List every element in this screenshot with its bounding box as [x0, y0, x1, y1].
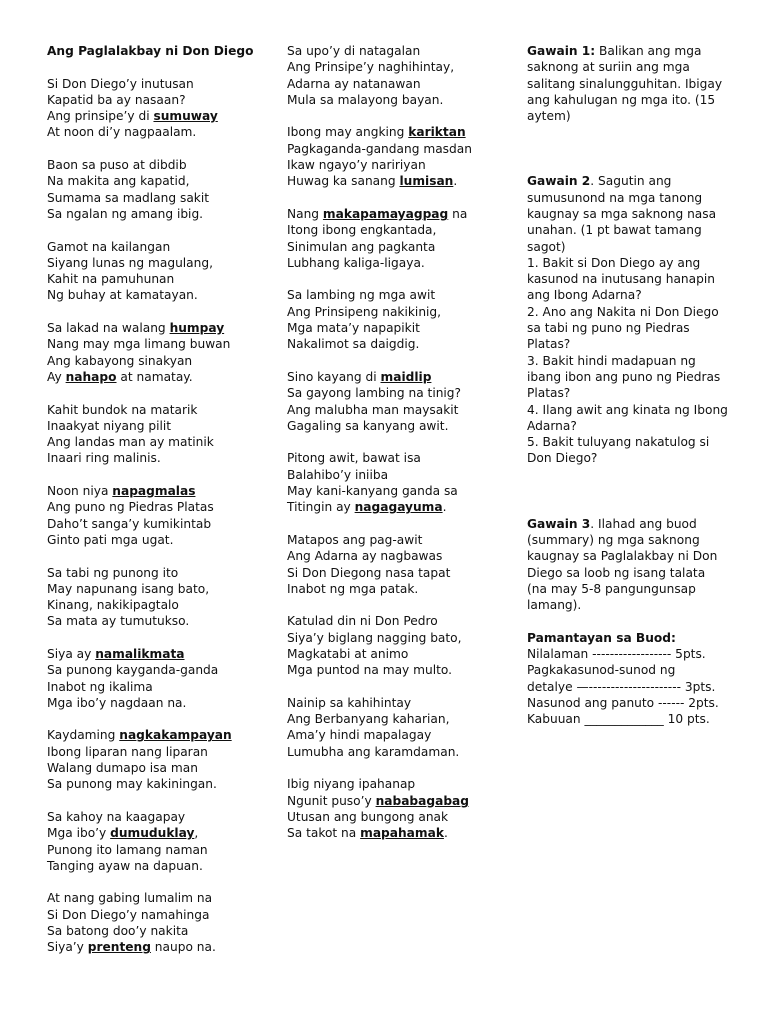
poem-text: .	[443, 826, 448, 841]
activity-line	[527, 287, 727, 303]
poem-text: Daho’t sanga’y kumikintab	[47, 516, 212, 531]
poem-stanza	[47, 76, 272, 141]
poem-text: Tanging ayaw na dapuan.	[47, 858, 203, 873]
poem-line	[47, 809, 272, 825]
poem-text: Inaakyat niyang pilit	[47, 418, 172, 433]
activity-text: Don Diego?	[527, 451, 598, 466]
activity-text: (summary) ng mga saknong	[527, 532, 700, 547]
poem-text: Sinimulan ang pagkanta	[287, 239, 436, 254]
poem-stanza	[287, 124, 512, 189]
poem-text: .	[442, 500, 447, 515]
poem-text: .	[453, 174, 458, 189]
poem-text: Sa ngalan ng amang ibig.	[47, 206, 204, 221]
activity-line	[527, 434, 727, 450]
activity-line	[527, 581, 727, 597]
poem-line	[47, 565, 272, 581]
poem-text: Sa lambing ng mga awit	[287, 288, 436, 303]
activity-text: Platas?	[527, 337, 571, 352]
vocabulary-word: prenteng	[87, 940, 151, 955]
poem-text: Sa punong kayganda-ganda	[47, 663, 219, 678]
rubric-line: Kabuuan _____________ 10 pts.	[527, 712, 710, 727]
vocabulary-word: mapahamak	[360, 826, 444, 841]
poem-line	[47, 695, 272, 711]
activity-text: . Ilahad ang buod	[590, 516, 697, 531]
activity-text: sa tabi ng puno ng Piedras	[527, 321, 690, 336]
gawain-1	[527, 43, 727, 124]
poem-line	[47, 727, 272, 743]
activity-text: unahan. (1 pt bawat tamang	[527, 223, 702, 238]
vocabulary-word: nagkakampayan	[119, 728, 232, 743]
poem-text: Mga ibo’y nagdaan na.	[47, 695, 187, 710]
poem-text: Ginto pati mga ugat.	[47, 532, 174, 547]
poem-text: Ang landas man ay matinik	[47, 435, 214, 450]
vocabulary-word: namalikmata	[95, 646, 185, 661]
poem-line	[47, 92, 272, 108]
activity-text: salitang sinalungguhitan. Ibigay	[527, 76, 723, 91]
poem-text: Sa mata ay tumutukso.	[47, 614, 190, 629]
poem-line	[47, 108, 272, 124]
poem-stanza	[47, 565, 272, 630]
poem-text: Gamot na kailangan	[47, 239, 171, 254]
vocabulary-word: nababagabag	[375, 793, 469, 808]
activity-line	[527, 320, 727, 336]
vocabulary-word: napagmalas	[112, 484, 196, 499]
poem-text: Sa upo’y di natagalan	[287, 44, 421, 58]
poem-text: Ikaw ngayo’y naririyan	[287, 158, 426, 173]
poem-line	[47, 157, 272, 173]
poem-text: Magkatabi at animo	[287, 646, 409, 661]
poem-text: Sa punong may kakiningan.	[47, 777, 217, 792]
gawain-3	[527, 516, 727, 614]
poem-line	[47, 760, 272, 776]
vocabulary-word: maidlip	[380, 369, 432, 384]
poem-text: Inaari ring malinis.	[47, 451, 161, 466]
activity-text: 5. Bakit tuluyang nakatulog si	[527, 435, 710, 450]
poem-line	[47, 532, 272, 548]
poem-line	[47, 483, 272, 499]
activity-line	[527, 43, 727, 59]
poem-text: Inabot ng mga patak.	[287, 581, 419, 596]
activity-line	[527, 565, 727, 581]
vocabulary-word: nahapo	[65, 369, 117, 384]
activity-text: Platas?	[527, 386, 571, 401]
rubric	[527, 630, 727, 728]
poem-line	[287, 336, 512, 352]
activity-text: kasunod na inutusang hanapin	[527, 272, 715, 287]
poem-line	[287, 304, 512, 320]
poem-text: Siyang lunas ng magulang,	[47, 255, 213, 270]
poem-line	[287, 402, 512, 418]
poem-line	[47, 597, 272, 613]
poem-line	[287, 59, 512, 75]
poem-text: Inabot ng ikalima	[47, 679, 153, 694]
poem-line	[47, 353, 272, 369]
poem-text: Siya’y biglang nagging bato,	[287, 630, 462, 645]
poem-line	[47, 271, 272, 287]
poem-line	[287, 92, 512, 108]
poem-stanza	[287, 43, 512, 108]
vocabulary-word: dumuduklay	[110, 826, 195, 841]
activity-text: Balikan ang mga	[595, 44, 702, 58]
vocabulary-word: lumisan	[399, 174, 454, 189]
poem-stanza	[287, 206, 512, 271]
poem-line	[47, 679, 272, 695]
poem-stanza	[287, 287, 512, 352]
activity-text: Adarna?	[527, 418, 577, 433]
rubric-line: Nilalaman ------------------ 5pts.	[527, 646, 706, 661]
poem-text: Balahibo’y iniiba	[287, 467, 389, 482]
poem-line	[287, 646, 512, 662]
poem-stanza	[47, 890, 272, 955]
poem-text: Matapos ang pag-awit	[287, 532, 423, 547]
poem-stanza	[47, 157, 272, 222]
poem-line	[47, 418, 272, 434]
poem-text: Si Don Diego’y namahinga	[47, 907, 210, 922]
poem-text: Ang puno ng Piedras Platas	[47, 500, 214, 515]
poem-text: Pagkaganda-gandang masdan	[287, 141, 472, 156]
activity-line	[527, 271, 727, 287]
activity-label: Gawain 3	[527, 516, 591, 531]
poem-text: Gagaling sa kanyang awit.	[287, 418, 449, 433]
poem-stanza	[47, 646, 272, 711]
activity-line	[527, 108, 727, 124]
poem-line	[287, 385, 512, 401]
poem-line	[287, 255, 512, 271]
poem-text: Huwag ka sanang	[287, 174, 400, 189]
poem-title-block	[47, 43, 272, 59]
poem-stanza	[47, 809, 272, 874]
poem-text: Sumama sa madlang sakit	[47, 190, 210, 205]
activity-text: saknong at suriin ang mga	[527, 60, 690, 75]
poem-text: at namatay.	[116, 369, 193, 384]
activity-line	[527, 418, 727, 434]
poem-line	[47, 858, 272, 874]
poem-text: At noon di’y nagpaalam.	[47, 125, 197, 140]
poem-text: Baon sa puso at dibdib	[47, 158, 187, 173]
poem-text: Ay	[47, 369, 66, 384]
poem-line	[287, 776, 512, 792]
rubric-heading: Pamantayan sa Buod:	[527, 630, 676, 645]
poem-text: na	[448, 206, 468, 221]
activities-column	[527, 43, 727, 744]
poem-line	[287, 222, 512, 238]
poem-text: Ibig niyang ipahanap	[287, 777, 416, 792]
poem-line	[47, 825, 272, 841]
poem-line	[287, 124, 512, 140]
activity-text: 4. Ilang awit ang kinata ng Ibong	[527, 402, 728, 417]
activity-text: kaugnay sa Paglalakbay ni Don	[527, 549, 718, 564]
activity-line	[527, 450, 727, 466]
activity-text: kaugnay sa mga saknong nasa	[527, 206, 717, 221]
activity-text: 2. Ano ang Nakita ni Don Diego	[527, 304, 719, 319]
poem-line	[47, 76, 272, 92]
poem-text: At nang gabing lumalim na	[47, 891, 213, 906]
poem-text: Kahit bundok na matarik	[47, 402, 198, 417]
poem-line	[47, 744, 272, 760]
poem-line	[47, 173, 272, 189]
activity-text: sagot)	[527, 239, 566, 254]
poem-text: Noon niya	[47, 484, 113, 499]
poem-text: Ang prinsipe’y di	[47, 109, 154, 124]
poem-line	[287, 809, 512, 825]
poem-line	[47, 450, 272, 466]
rubric-line: detalye —--------------------- 3pts.	[527, 679, 716, 694]
rubric-line: Pagkakasunod-sunod ng	[527, 663, 676, 678]
poem-line	[287, 613, 512, 629]
poem-text: Titingin ay	[287, 500, 355, 515]
poem-stanza	[47, 320, 272, 385]
poem-line	[287, 287, 512, 303]
poem-text: Mga mata’y napapikit	[287, 321, 420, 336]
poem-text: May kani-kanyang ganda sa	[287, 484, 458, 499]
poem-stanza	[47, 727, 272, 792]
poem-line	[47, 336, 272, 352]
activity-line	[527, 336, 727, 352]
activity-text: 3. Bakit hindi madapuan ng	[527, 353, 696, 368]
poem-stanza	[47, 483, 272, 548]
poem-text: Kinang, nakikipagtalo	[47, 598, 179, 613]
activity-line	[527, 353, 727, 369]
poem-text: Nang	[287, 206, 323, 221]
poem-line	[287, 499, 512, 515]
rubric-line: Nasunod ang panuto ------ 2pts.	[527, 695, 719, 710]
poem-stanza	[287, 532, 512, 597]
poem-text: Sa lakad na walang	[47, 321, 170, 336]
poem-text: Lumubha ang karamdaman.	[287, 744, 460, 759]
poem-text: Si Don Diegong nasa tapat	[287, 565, 451, 580]
poem-line	[287, 141, 512, 157]
poem-text: Mga puntod na may multo.	[287, 663, 452, 678]
poem-text: ,	[194, 826, 199, 841]
poem-line	[47, 776, 272, 792]
poem-text: Pitong awit, bawat isa	[287, 451, 421, 466]
poem-line	[287, 581, 512, 597]
poem-line	[47, 581, 272, 597]
activity-text: aytem)	[527, 109, 571, 124]
activity-text: Diego sa loob ng isang talata	[527, 565, 706, 580]
poem-stanza	[287, 450, 512, 515]
activity-line	[527, 597, 727, 613]
poem-text: Ang kabayong sinakyan	[47, 353, 193, 368]
poem-text: Itong ibong engkantada,	[287, 223, 437, 238]
poem-line	[47, 662, 272, 678]
poem-text: May napunang isang bato,	[47, 581, 210, 596]
poem-line	[47, 890, 272, 906]
poem-line	[287, 467, 512, 483]
poem-text: Adarna ay natanawan	[287, 76, 421, 91]
activity-line	[527, 76, 727, 92]
activity-label: Gawain 1:	[527, 44, 596, 58]
activity-line	[527, 173, 727, 189]
poem-text: Nang may mga limang buwan	[47, 337, 231, 352]
poem-line	[47, 255, 272, 271]
poem-line	[287, 565, 512, 581]
poem-line	[287, 711, 512, 727]
poem-text: Ibong may angking	[287, 125, 409, 140]
activity-line	[527, 59, 727, 75]
poem-line	[287, 418, 512, 434]
poem-text: Kahit na pamuhunan	[47, 272, 175, 287]
activity-line	[527, 548, 727, 564]
poem-line	[287, 532, 512, 548]
poem-line	[47, 923, 272, 939]
poem-text: Kaydaming	[47, 728, 120, 743]
poem-column-left	[47, 43, 272, 956]
poem-text: Nainip sa kahihintay	[287, 695, 412, 710]
poem-text: Lubhang kaliga-ligaya.	[287, 255, 425, 270]
poem-text: Ibong liparan nang liparan	[47, 744, 208, 759]
activity-text: 1. Bakit si Don Diego ay ang	[527, 255, 701, 270]
poem-line	[47, 613, 272, 629]
poem-line	[47, 499, 272, 515]
poem-line	[47, 646, 272, 662]
activity-line	[527, 532, 727, 548]
activity-text: lamang).	[527, 598, 582, 613]
poem-text: Sino kayang di	[287, 369, 381, 384]
poem-text: Kapatid ba ay nasaan?	[47, 92, 186, 107]
poem-stanza	[287, 776, 512, 841]
poem-line	[47, 516, 272, 532]
poem-stanza	[287, 369, 512, 434]
poem-line	[287, 450, 512, 466]
activity-line	[527, 402, 727, 418]
poem-text: Ang Berbanyang kaharian,	[287, 712, 450, 727]
poem-text: Sa takot na	[287, 826, 361, 841]
poem-text: Sa batong doo’y nakita	[47, 924, 189, 939]
poem-text: Sa gayong lambing na tinig?	[287, 386, 462, 401]
poem-text: Ang Prinsipeng nakikinig,	[287, 304, 442, 319]
poem-text: Mula sa malayong bayan.	[287, 92, 444, 107]
poem-line	[47, 206, 272, 222]
poem-text: Ama’y hindi mapalagay	[287, 728, 432, 743]
poem-line	[47, 190, 272, 206]
poem-text: Walang dumapo isa man	[47, 761, 198, 776]
poem-line	[287, 727, 512, 743]
poem-line	[47, 402, 272, 418]
poem-line	[47, 320, 272, 336]
poem-line	[287, 157, 512, 173]
poem-text: Si Don Diego’y inutusan	[47, 76, 194, 91]
poem-text: Sa tabi ng punong ito	[47, 565, 179, 580]
poem-text: Ang malubha man maysakit	[287, 402, 459, 417]
activity-text: sumusunond na mga tanong	[527, 190, 703, 205]
poem-text: Ang Prinsipe’y naghihintay,	[287, 60, 455, 75]
poem-line	[287, 76, 512, 92]
activity-label: Gawain 2	[527, 174, 591, 189]
poem-line	[287, 630, 512, 646]
activity-text: ang kahulugan ng mga ito. (15	[527, 92, 716, 107]
vocabulary-word: humpay	[169, 321, 225, 336]
poem-line	[287, 43, 512, 59]
poem-stanza	[47, 239, 272, 304]
poem-line	[287, 744, 512, 760]
poem-column-middle	[287, 43, 512, 842]
poem-line	[47, 907, 272, 923]
activity-line	[527, 222, 727, 238]
vocabulary-word: sumuway	[153, 109, 218, 124]
activity-line	[527, 255, 727, 271]
activity-line	[527, 92, 727, 108]
poem-line	[287, 320, 512, 336]
poem-line	[47, 239, 272, 255]
poem-line	[47, 287, 272, 303]
activity-line	[527, 190, 727, 206]
activity-line	[527, 304, 727, 320]
activity-text: ang Ibong Adarna?	[527, 288, 642, 303]
activity-line	[527, 385, 727, 401]
poem-line	[287, 695, 512, 711]
activity-line	[527, 239, 727, 255]
poem-line	[287, 239, 512, 255]
gawain-2	[527, 173, 727, 466]
poem-text: Utusan ang bungong anak	[287, 809, 449, 824]
poem-line	[287, 206, 512, 222]
poem-line	[47, 434, 272, 450]
poem-line	[287, 173, 512, 189]
poem-line	[287, 825, 512, 841]
poem-line	[47, 369, 272, 385]
poem-text: Ang Adarna ay nagbawas	[287, 549, 443, 564]
poem-text: Katulad din ni Don Pedro	[287, 614, 438, 629]
poem-line	[287, 369, 512, 385]
poem-text: Ngunit puso’y	[287, 793, 376, 808]
poem-text: Siya’y	[47, 940, 88, 955]
poem-line	[287, 483, 512, 499]
poem-stanza	[287, 695, 512, 760]
poem-line	[287, 793, 512, 809]
poem-text: Nakalimot sa daigdig.	[287, 337, 420, 352]
poem-text: Punong ito lamang naman	[47, 842, 208, 857]
poem-text: Na makita ang kapatid,	[47, 174, 190, 189]
activity-line	[527, 369, 727, 385]
activity-line	[527, 516, 727, 532]
activity-line	[527, 206, 727, 222]
activity-text: . Sagutin ang	[590, 174, 672, 189]
poem-text: Ng buhay at kamatayan.	[47, 288, 198, 303]
poem-text: Mga ibo’y	[47, 826, 111, 841]
poem-stanza	[47, 402, 272, 467]
activity-text: ibang ibon ang puno ng Piedras	[527, 369, 721, 384]
poem-text: naupo na.	[150, 940, 216, 955]
poem-text: Sa kahoy na kaagapay	[47, 809, 186, 824]
poem-title: Ang Paglalakbay ni Don Diego	[47, 44, 254, 58]
vocabulary-word: kariktan	[408, 125, 466, 140]
poem-line	[287, 548, 512, 564]
poem-line	[47, 124, 272, 140]
vocabulary-word: makapamayagpag	[322, 206, 449, 221]
poem-text: Siya ay	[47, 646, 96, 661]
poem-line	[287, 662, 512, 678]
poem-line	[47, 842, 272, 858]
vocabulary-word: nagagayuma	[354, 500, 443, 515]
poem-line	[47, 939, 272, 955]
poem-stanza	[287, 613, 512, 678]
activity-text: (na may 5-8 pangungunsap	[527, 581, 696, 596]
